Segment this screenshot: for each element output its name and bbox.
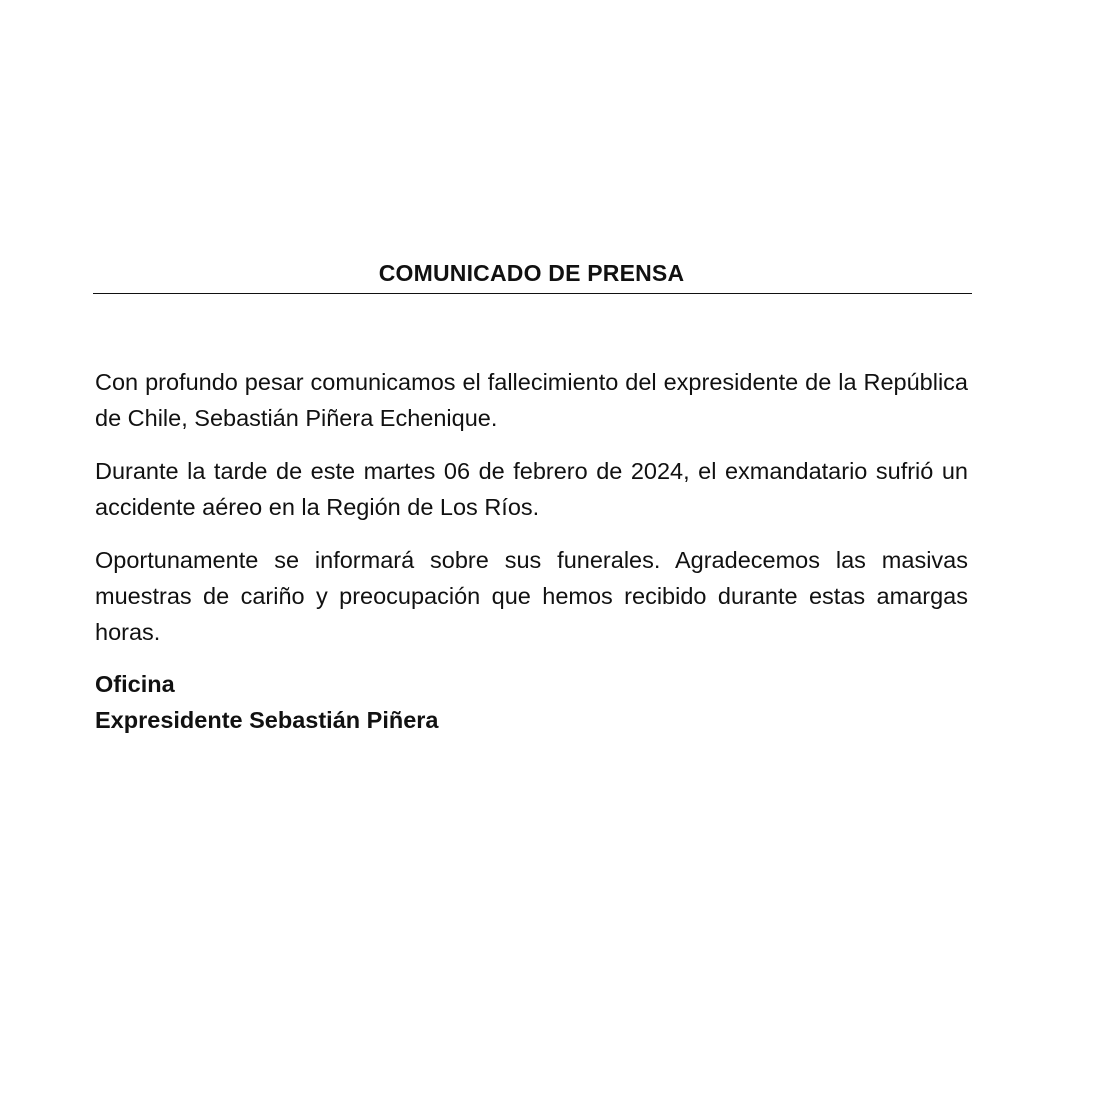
signature-office: Oficina bbox=[95, 671, 175, 697]
document-body bbox=[95, 364, 968, 667]
document-title: COMUNICADO DE PRENSA bbox=[378, 260, 685, 286]
paragraph-funeral-notice: Oportunamente se informará sobre sus funerales. Agradecemos las masivas muestras de cariño y preocupación que hemos recibido durante estas amargas horas. bbox=[95, 547, 968, 645]
signature-block bbox=[95, 666, 968, 738]
paragraph-announcement: Con profundo pesar comunicamos el fallecimiento del expresidente de la República de Chile, Sebastián Piñera Echenique. bbox=[95, 369, 968, 431]
paragraph-accident-details: Durante la tarde de este martes 06 de febrero de 2024, el exmandatario sufrió un accidente aéreo en la Región de Los Ríos. bbox=[95, 458, 968, 520]
signature-name: Expresidente Sebastián Piñera bbox=[95, 707, 439, 733]
title-underline-divider bbox=[93, 293, 972, 294]
